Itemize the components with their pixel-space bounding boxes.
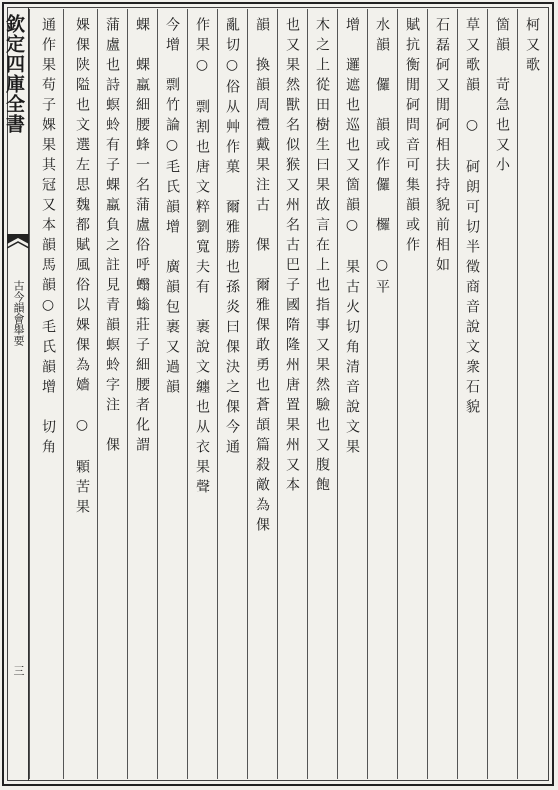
text-column-13: 今增 剽竹論○毛氏韻增 廣韻包裹又過韻 (157, 9, 187, 779)
text-column-1: 柯又歌 (517, 9, 547, 779)
text-column-17: 通作果苟子婐果其冠又本韻馬韻○毛氏韻增 切角 (29, 9, 63, 779)
text-column-16: 婐倮陕隘也文選左思魏都賦風俗以婐倮為嬙 ○ 顆苦果 (63, 9, 97, 779)
text-column-3: 草又歌韻 ○ 砢朗可切半徵商音說文衆石貌 (457, 9, 487, 779)
text-columns (29, 9, 547, 779)
text-column-4: 石磊砢又閒砢相扶持貌前相如 (427, 9, 457, 779)
text-column-2: 箇韻 苛急也又小 (487, 9, 517, 779)
page-number: 三 (12, 665, 25, 676)
text-column-5: 賦抗衡閒砢問音可集韻或作 (397, 9, 427, 779)
text-column-6: 水韻 儸 韻或作儸 欏 ○平 (367, 9, 397, 779)
text-column-9: 也又果然獸名似猴又州名古巴子國隋隆州唐置果州又本 (277, 9, 307, 779)
text-column-12: 作果○ 剽割也唐文粹劉寬夫有 裹說文纏也从衣果聲 (187, 9, 217, 779)
text-column-11: 亂切○俗从艸作菓 爾雅勝也孫炎曰倮決之倮今通 (217, 9, 247, 779)
fish-tail-mark-icon (7, 234, 29, 262)
text-column-15: 蒲盧也詩螟蛉有子蜾蠃負之註見青韻螟蛉字注 倮 (97, 9, 127, 779)
text-column-14: 蜾 蜾蠃細腰蜂一名蒲盧俗呼蠮螉莊子細腰者化謂 (127, 9, 157, 779)
volume-subtitle: 古今韻會舉要 (12, 280, 25, 346)
text-column-8: 木之上從田樹生曰果故言在上也指事又果然驗也又腹飽 (307, 9, 337, 779)
book-title: 欽定四庫全書 (3, 14, 25, 134)
text-column-7: 增 邏遮也巡也又箇韻○ 果古火切角清音說文果 (337, 9, 367, 779)
text-column-10: 韻 換韻周禮戴果注古 倮 爾雅倮敢勇也蒼頡篇殺敵為倮 (247, 9, 277, 779)
